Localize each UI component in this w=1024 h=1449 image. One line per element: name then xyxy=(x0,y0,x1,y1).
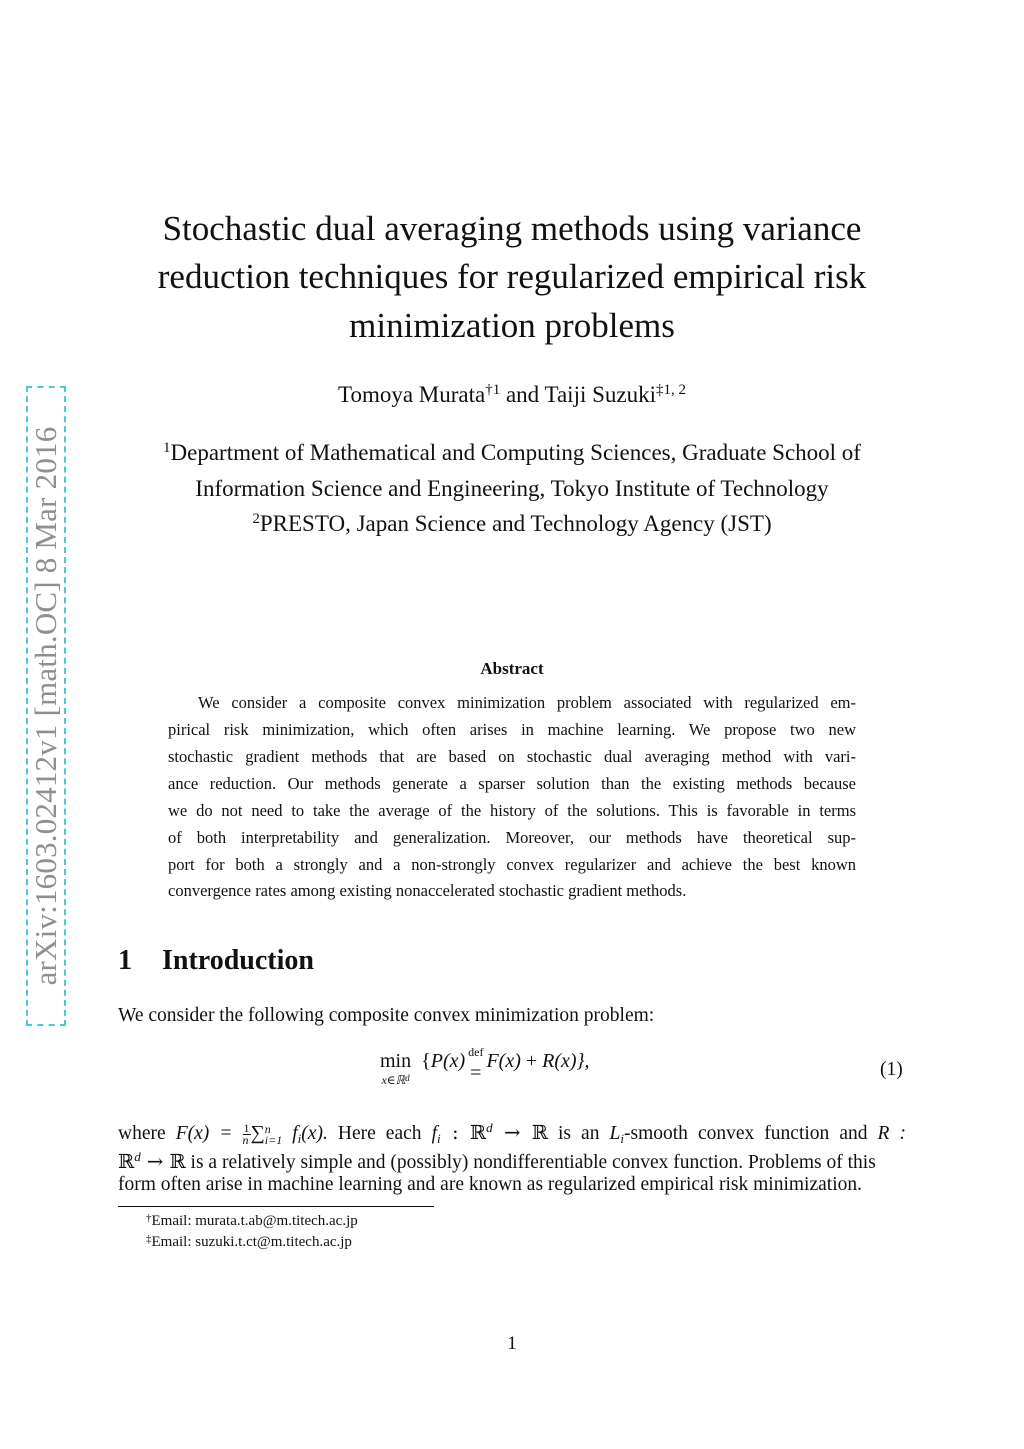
eq-arg: (x) xyxy=(442,1050,466,1072)
footnote-2-text: Email: suzuki.t.ct@m.titech.ac.jp xyxy=(151,1234,352,1250)
affiliation-1-line-2: Information Science and Engineering, Tokyo Institute of Technology xyxy=(195,476,829,501)
abstract-line: pirical risk minimization, which often arises in machine learning. We propose two new xyxy=(168,720,856,739)
eq-lbrace: { xyxy=(421,1050,431,1072)
abstract-line: ance reduction. Our methods generate a sparser solution than the existing methods because xyxy=(168,774,856,793)
footnote-1 xyxy=(146,1211,358,1231)
eq-plus: + xyxy=(525,1050,538,1072)
min-subscript: x∈ℝ$^d$ xyxy=(381,1073,410,1087)
body-line-2: ℝ$^d$ → ℝ is a relatively simple and (possibly) nondifferentiable convex function. Problems of this xyxy=(118,1149,876,1173)
affiliation-2 xyxy=(120,509,904,539)
body-line-1: where F(x) = $\frac{1}{n}$ ∑ n i=1 $f_i(x)$. Here each $f_i$ : ℝ$^d$ → ℝ is an $L_i$-smooth convex function and R : xyxy=(118,1120,906,1148)
eq-F-arg: (x) xyxy=(498,1050,521,1072)
author-line xyxy=(140,380,884,410)
eq-F: F xyxy=(486,1050,499,1072)
abstract-line: of both interpretability and generalization. Moreover, our methods have theoretical sup- xyxy=(168,828,856,847)
footnote-2 xyxy=(146,1232,352,1252)
affiliation-1-text: Department of Mathematical and Computing Sciences, Graduate School of xyxy=(170,440,861,465)
section-heading xyxy=(118,943,314,979)
abstract-heading: Abstract xyxy=(480,659,544,678)
sum-limits: n i=1 xyxy=(264,1121,283,1147)
intro-sentence: We consider the following composite convex minimization problem: xyxy=(118,1005,655,1026)
paper-title-line-3: minimization problems xyxy=(349,306,675,345)
abstract-line: we do not need to take the average of the history of the solutions. This is favorable in terms xyxy=(168,801,856,820)
eq-close: (x)}, xyxy=(554,1050,590,1072)
section-number: 1 xyxy=(118,945,132,976)
author-1-marks: †1 xyxy=(485,382,501,398)
def-equals: def = xyxy=(468,1045,484,1084)
affiliation-2-text: PRESTO, Japan Science and Technology Agency (JST) xyxy=(259,511,772,536)
body-line-3: form often arise in machine learning and are known as regularized empirical risk minimization. xyxy=(118,1174,862,1195)
footnote-2-mark: ‡ xyxy=(146,1233,152,1245)
eq-P: P xyxy=(430,1050,443,1072)
abstract-line: stochastic gradient methods that are based on stochastic dual averaging method with vari- xyxy=(168,747,856,766)
author-2-name: Taiji Suzuki xyxy=(544,382,656,407)
equation-1 xyxy=(380,1045,590,1087)
section-title: Introduction xyxy=(162,945,314,976)
eq-R: R xyxy=(542,1050,555,1072)
min-label: min xyxy=(380,1050,412,1072)
abstract-line: We consider a composite convex minimization problem associated with regularized em- xyxy=(198,693,856,712)
footnote-rule xyxy=(118,1206,434,1207)
author-conjunction: and xyxy=(505,382,540,407)
footnote-1-mark: † xyxy=(146,1212,152,1224)
paper-title-line-1: Stochastic dual averaging methods using variance xyxy=(162,209,862,248)
equation-number: (1) xyxy=(880,1059,903,1080)
author-1-name: Tomoya Murata xyxy=(338,382,486,407)
fraction-one-over-n: $\frac{1}{n}$ xyxy=(242,1121,250,1148)
footnote-1-text: Email: murata.t.ab@m.titech.ac.jp xyxy=(151,1213,358,1229)
sum-symbol: ∑ xyxy=(250,1122,265,1144)
page-number: 1 xyxy=(507,1333,517,1354)
paper-title-line-2: reduction techniques for regularized empirical risk xyxy=(157,257,867,296)
arxiv-stamp: arXiv:1603.02412v1 [math.OC] 8 Mar 2016 xyxy=(26,386,66,1026)
affiliation-1-mark: 1 xyxy=(163,440,171,456)
abstract-line: port for both a strongly and a non-strongly convex regularizer and achieve the best known xyxy=(168,855,856,874)
affiliation-2-mark: 2 xyxy=(252,511,260,527)
abstract-line: convergence rates among existing nonaccelerated stochastic gradient methods. xyxy=(168,881,687,900)
author-2-marks: ‡1, 2 xyxy=(656,382,686,398)
affiliation-1-line-1 xyxy=(120,438,904,468)
min-operator xyxy=(380,1048,411,1086)
def-label: def xyxy=(468,1045,484,1059)
